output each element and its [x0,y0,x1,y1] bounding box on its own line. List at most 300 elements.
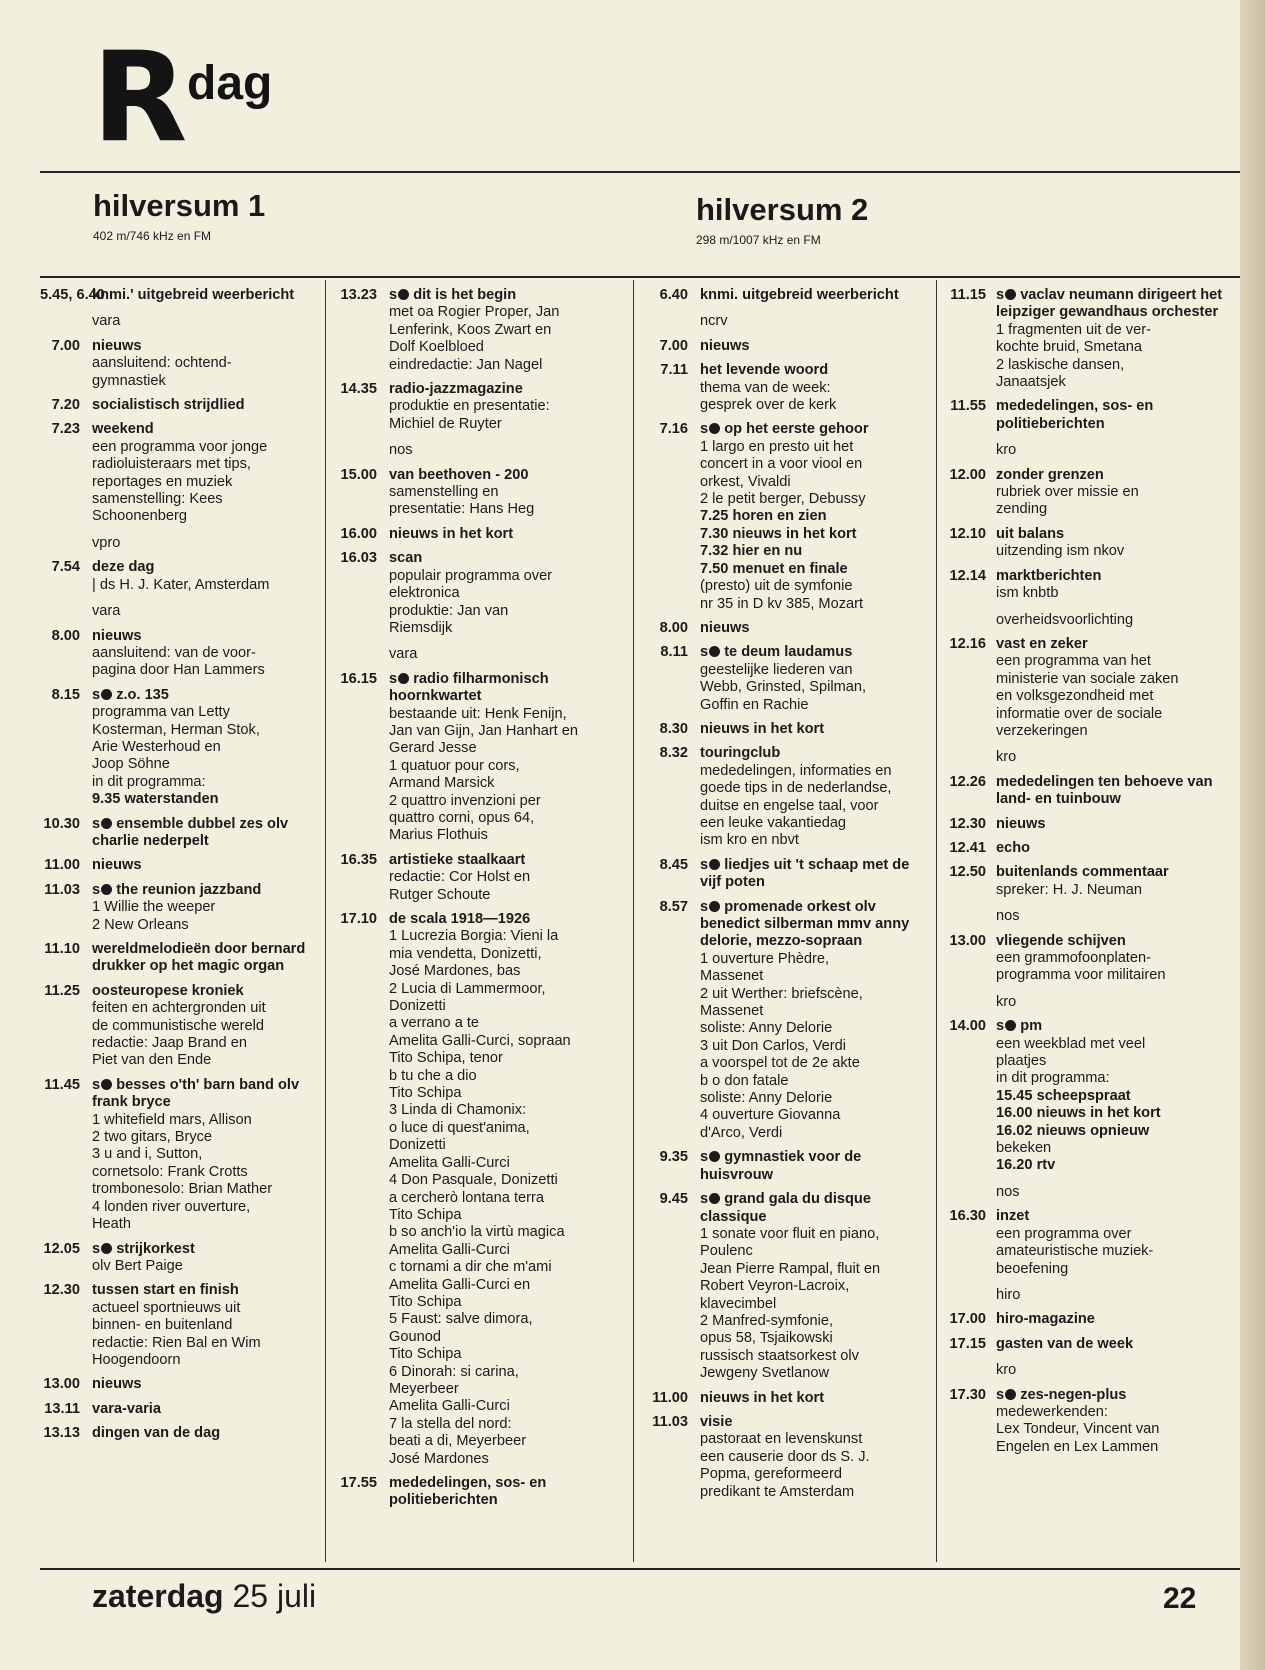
program-title-text: uit balans [996,525,1065,542]
program-title [92,1241,322,1258]
program-body [389,852,629,904]
program-detail: trombonesolo: Brian Mather [92,1181,273,1198]
program-detail: Donizetti [389,1137,446,1154]
program-title-text: radio filharmonisch hoornkwartet [389,670,549,705]
program-title-text: zonder grenzen [996,466,1104,483]
program-title [92,397,322,414]
program-detail: 2 Manfred-symfonie, [700,1312,834,1329]
program-detail: 5 Faust: salve dimora, [389,1311,533,1328]
stereo-s: s [92,815,101,832]
footer-day-date: 25 juli [232,1578,317,1614]
program-title-text: nieuws [700,619,750,636]
program-detail: aansluitend: van de voor- [92,644,256,661]
program-body [92,1401,322,1418]
program-entry [650,287,933,304]
program-detail: Massenet [700,968,764,985]
program-detail: d'Arco, Verdi [700,1124,783,1141]
column-divider-2 [633,280,634,1562]
program-time: 12.41 [949,839,986,856]
schedule-column-4 [942,280,1234,1456]
program-time: 13.00 [949,932,986,949]
program-body [92,559,322,594]
program-time: 14.35 [340,381,377,398]
stereo-dot-icon [101,1243,112,1254]
program-detail: Tito Schipa, tenor [389,1050,503,1067]
program-body [996,774,1234,809]
program-title [389,550,629,567]
program-entry [942,1018,1234,1175]
program-detail: een programma van het [996,653,1151,670]
program-time: 12.00 [949,466,986,483]
program-subitem: 16.00 nieuws in het kort [996,1105,1161,1122]
program-entry [650,899,933,1143]
program-entry [333,526,629,543]
program-entry [333,1475,629,1510]
program-body [700,644,933,714]
program-entry [650,620,933,637]
program-detail: Lenferink, Koos Zwart en [389,321,552,338]
program-entry [40,287,322,304]
program-title [996,398,1234,433]
program-time: 17.30 [949,1386,986,1403]
stereo-s: s [389,287,398,303]
program-title-text: weekend [92,421,154,438]
program-detail: quattro corni, opus 64, [389,809,535,826]
program-detail: b tu che a dio [389,1067,477,1084]
schedule-column-2 [333,280,629,1510]
program-detail: a voorspel tot de 2e akte [700,1055,860,1072]
program-detail: redactie: Jaap Brand en [92,1035,247,1052]
program-title [389,287,629,304]
program-detail: een programma voor jonge [92,438,268,455]
program-subitem: 7.32 hier en nu [700,543,803,560]
program-time: 7.23 [51,421,80,438]
program-detail: o luce di quest'anima, [389,1119,530,1136]
program-detail: soliste: Anny Delorie [700,1090,833,1107]
program-title-text: z.o. 135 [116,686,169,703]
station-name-hilversum-2: hilversum 2 [696,192,869,227]
program-detail: 1 Willie the weeper [92,899,216,916]
program-title [389,911,629,928]
program-title-text: touringclub [700,745,781,762]
stereo-s: s [92,1076,101,1093]
program-title [700,421,933,438]
program-detail: reportages en muziek [92,473,233,490]
program-entry [942,467,1234,519]
program-entry [333,852,629,904]
program-detail: 1 largo en presto uit het [700,438,854,455]
program-detail: orkest, Vivaldi [700,473,791,490]
program-detail: 2 le petit berger, Debussy [700,491,866,508]
program-body [389,550,629,637]
program-detail: concert in a voor viool en [700,456,863,473]
program-entry [942,636,1234,740]
program-detail: Engelen en Lex Lammen [996,1438,1159,1455]
stereo-dot-icon [398,289,409,300]
station-freq-hilversum-2: 298 m/1007 kHz en FM [696,233,821,247]
stereo-dot-icon [709,859,720,870]
program-body [92,882,322,934]
program-detail: Webb, Grinsted, Spilman, [700,679,867,696]
program-entry [40,1401,322,1418]
program-entry [333,550,629,637]
program-title [700,1149,933,1184]
program-body [92,338,322,390]
program-detail: verzekeringen [996,722,1088,739]
program-time: 17.55 [340,1475,377,1491]
program-detail: gesprek over de kerk [700,397,837,414]
program-time: 6.40 [659,287,688,303]
program-entry [40,983,322,1070]
program-entry [942,568,1234,603]
program-title-text: grand gala du disque classique [700,1191,871,1225]
program-detail: Meyerbeer [389,1380,459,1397]
program-body [389,1475,629,1510]
program-detail: 3 uit Don Carlos, Verdi [700,1037,847,1054]
program-entry [333,911,629,1468]
program-entry [40,1425,322,1442]
stereo-s: s [700,1149,709,1166]
program-detail: goede tips in de nederlandse, [700,780,892,797]
program-time: 16.35 [340,851,377,868]
program-time: 11.25 [44,982,80,999]
network-label: vara [92,603,121,620]
network-label: vpro [92,534,121,551]
program-detail: soliste: Anny Delorie [700,1020,833,1037]
program-entry [40,1376,322,1393]
rdag-logo [92,26,352,170]
program-detail: redactie: Rien Bal en Wim [92,1334,261,1351]
program-time: 7.00 [659,337,688,354]
network-label: kro [996,993,1017,1010]
program-subitem: 7.25 horen en zien [700,508,827,525]
program-detail: Michiel de Ruyter [389,415,502,432]
program-detail: 4 ouverture Giovanna [700,1107,841,1124]
program-body [996,1311,1234,1328]
program-body [996,568,1234,603]
program-time: 8.57 [659,898,688,915]
program-title [92,628,322,645]
program-detail: Riemsdijk [389,619,453,636]
program-title-text: nieuws in het kort [700,720,825,737]
program-detail: Popma, gereformeerd [700,1466,842,1483]
program-detail: een grammofoonplaten- [996,950,1151,966]
program-detail: redactie: Cor Holst en [389,869,531,886]
program-entry [650,745,933,849]
program-title [92,1376,322,1393]
program-entry [333,671,629,845]
program-detail: plaatjes [996,1053,1047,1070]
program-detail: Dolf Koelbloed [389,339,484,356]
program-title-text: gymnastiek voor de huisvrouw [700,1149,862,1183]
program-title-text: nieuws [92,1376,142,1393]
stereo-s: s [92,686,101,703]
program-body [92,421,322,525]
stereo-s: s [389,670,398,687]
program-time: 17.10 [340,911,377,927]
program-title [92,941,322,976]
program-detail: 2 uit Werther: briefscène, [700,985,863,1002]
program-body [996,1208,1234,1278]
program-detail: Heath [92,1216,131,1233]
network-label: vara [92,313,121,330]
program-body [996,1018,1234,1175]
program-title-text: liedjes uit 't schaap met de vijf poten [700,856,910,891]
program-detail: een weekblad met veel [996,1035,1146,1052]
program-entry [942,398,1234,433]
program-title [700,362,933,379]
program-title [389,1475,629,1510]
stereo-s: s [996,1018,1005,1035]
program-detail: Gounod [389,1328,441,1345]
program-time: 11.00 [652,1389,688,1406]
program-time: 16.30 [949,1208,986,1225]
program-detail: Amelita Galli-Curci, sopraan [389,1032,571,1049]
program-detail: 3 Linda di Chamonix: [389,1102,527,1119]
program-title-text: zes-negen-plus [1020,1386,1127,1403]
program-body [700,338,933,355]
program-entry [650,1191,933,1382]
program-detail: 2 laskische dansen, [996,356,1125,373]
program-title-text: socialistisch strijdlied [92,397,245,414]
program-title [996,774,1234,809]
program-body [700,1191,933,1382]
program-detail: kochte bruid, Smetana [996,339,1143,356]
program-time: 8.00 [659,619,688,636]
program-entry [650,1390,933,1407]
header-rule [40,171,1240,173]
program-detail: uitzending ism nkov [996,543,1125,560]
program-time: 17.00 [949,1311,986,1328]
program-entry [942,840,1234,857]
program-detail: Goffin en Rachie [700,696,809,713]
program-detail: cornetsolo: Frank Crotts [92,1163,248,1180]
program-time: 8.30 [659,720,688,737]
program-title-text: nieuws [700,337,750,354]
program-title-text: pm [1020,1018,1043,1035]
stereo-s: s [700,421,709,438]
program-entry [942,774,1234,809]
program-detail: Kosterman, Herman Stok, [92,721,260,738]
program-detail: olv Bert Paige [92,1257,183,1274]
program-entry [40,559,322,594]
program-detail: bestaande uit: Henk Fenijn, [389,705,567,722]
program-entry [40,857,322,874]
program-title [700,899,933,951]
program-body [996,816,1234,833]
program-title-text: nieuws [92,857,142,874]
program-title [996,1018,1234,1035]
program-detail: in dit programma: [92,773,206,790]
program-title [92,882,322,899]
program-detail: mia vendetta, Donizetti, [389,945,542,962]
program-body [700,287,933,304]
stereo-dot-icon [709,1193,720,1204]
program-title [996,568,1234,585]
program-entry [942,526,1234,561]
program-detail: Hoogendoorn [92,1351,181,1368]
program-detail: Donizetti [389,998,446,1015]
program-title-text: vast en zeker [996,635,1088,652]
footer-day-name: zaterdag [92,1578,224,1614]
program-detail: Tito Schipa [389,1206,462,1223]
program-time: 12.26 [949,773,986,790]
footer-date [92,1580,316,1612]
program-title-text: vara-varia [92,1400,161,1417]
program-detail: 1 ouverture Phèdre, [700,950,829,967]
program-detail: Massenet [700,1003,764,1020]
program-detail: Rutger Schoute [389,886,491,903]
program-title [92,338,322,355]
program-body [389,287,629,374]
program-detail: programma voor militairen [996,967,1166,984]
program-time: 9.35 [659,1149,688,1166]
program-entry [650,362,933,414]
network-label: vara [389,646,418,663]
program-title [700,745,933,762]
program-title-text: dit is het begin [413,287,517,303]
program-entry [40,338,322,390]
program-title-text: oosteuropese kroniek [92,982,244,999]
program-body [700,745,933,849]
program-detail: Piet van den Ende [92,1052,212,1069]
program-detail: samenstelling: Kees [92,491,223,508]
program-title-text: te deum laudamus [724,644,853,661]
program-time: 13.13 [43,1425,80,1442]
program-detail: José Mardones, bas [389,963,521,980]
program-entry [650,644,933,714]
program-entry [40,1077,322,1234]
program-body [389,467,629,519]
program-time: 7.00 [51,337,80,354]
program-title-text: nieuws [996,815,1046,832]
stereo-dot-icon [1005,289,1016,300]
program-title-text: besses o'th' barn band olv frank bryce [92,1076,300,1111]
program-body [700,620,933,637]
stereo-dot-icon [101,689,112,700]
program-title [92,857,322,874]
program-body [92,1241,322,1276]
program-title-text: buitenlands commentaar [996,864,1169,881]
program-detail: | ds H. J. Kater, Amsterdam [92,576,270,593]
program-detail: russisch staatsorkest olv [700,1347,859,1364]
stereo-dot-icon [709,901,720,912]
program-title [389,671,629,706]
program-title-text: knmi.' uitgebreid weerbericht [92,287,295,303]
program-entry [942,816,1234,833]
program-body [92,857,322,874]
program-time: 13.11 [44,1400,80,1417]
program-detail: 1 Lucrezia Borgia: Vieni la [389,928,559,945]
logo-letter: R [92,26,182,170]
stereo-dot-icon [101,818,112,829]
program-body [92,1282,322,1369]
stereo-s: s [700,898,709,915]
program-time: 12.16 [949,635,986,652]
program-title-text: strijkorkest [116,1240,195,1257]
program-body [996,526,1234,561]
program-detail: Tito Schipa [389,1293,462,1310]
program-detail: a cercherò lontana terra [389,1189,544,1206]
network-label: nos [996,1183,1020,1200]
network-label: nos [996,908,1020,925]
program-title [700,1414,933,1431]
program-time: 16.15 [340,670,377,687]
program-body [996,864,1234,899]
program-title-text: op het eerste gehoor [724,421,869,438]
program-entry [40,816,322,851]
stereo-s: s [700,856,709,873]
program-entry [942,1208,1234,1278]
program-title [92,287,322,304]
program-time: 13.00 [43,1376,80,1393]
stereo-dot-icon [398,673,409,684]
program-detail: amateuristische muziek- [996,1243,1154,1260]
program-entry [333,467,629,519]
program-entry [942,1387,1234,1457]
program-title [996,467,1234,484]
program-entry [650,338,933,355]
program-detail: Jan van Gijn, Jan Hanhart en [389,722,579,739]
program-title-text: nieuws [92,337,142,354]
program-body [996,933,1234,985]
program-detail: klavecimbel [700,1295,777,1312]
program-detail: Gerard Jesse [389,740,477,757]
program-detail: 4 Don Pasquale, Donizetti [389,1172,558,1189]
program-entry [650,1414,933,1501]
program-detail: Poulenc [700,1243,753,1260]
program-detail: Amelita Galli-Curci [389,1154,510,1171]
program-time: 12.05 [43,1240,80,1257]
station-rule [40,276,1240,278]
program-body [996,1387,1234,1457]
program-title-text: scan [389,550,423,567]
program-title-text: visie [700,1413,733,1430]
program-title [700,338,933,355]
program-body [700,1149,933,1184]
program-body [996,467,1234,519]
program-detail: aansluitend: ochtend- [92,355,232,372]
program-title-text: gasten van de week [996,1335,1134,1352]
program-title-text: echo [996,839,1031,856]
program-title [700,1390,933,1407]
program-entry [333,287,629,374]
program-detail: Tito Schipa [389,1346,462,1363]
stereo-s: s [996,1386,1005,1403]
program-detail: b so anch'io la virtù magica [389,1224,565,1241]
program-title [700,620,933,637]
program-body [92,1425,322,1442]
network-label: kro [996,442,1017,459]
program-time: 7.54 [51,559,80,576]
program-detail: pastoraat en levenskunst [700,1431,863,1448]
program-detail: Amelita Galli-Curci [389,1398,510,1415]
program-title [996,864,1234,881]
program-time: 8.45 [659,856,688,873]
program-detail: Jean Pierre Rampal, fluit en [700,1260,881,1277]
program-subitem: 9.35 waterstanden [92,791,219,808]
page-number: 22 [1163,1582,1197,1615]
program-time: 8.00 [51,627,80,644]
program-title [700,287,933,304]
program-title-text: the reunion jazzband [116,881,262,898]
program-detail: 2 Lucia di Lammermoor, [389,980,546,997]
program-body [996,287,1234,391]
stereo-dot-icon [709,423,720,434]
program-title [92,421,322,438]
program-body [389,381,629,433]
program-detail: Amelita Galli-Curci [389,1241,510,1258]
